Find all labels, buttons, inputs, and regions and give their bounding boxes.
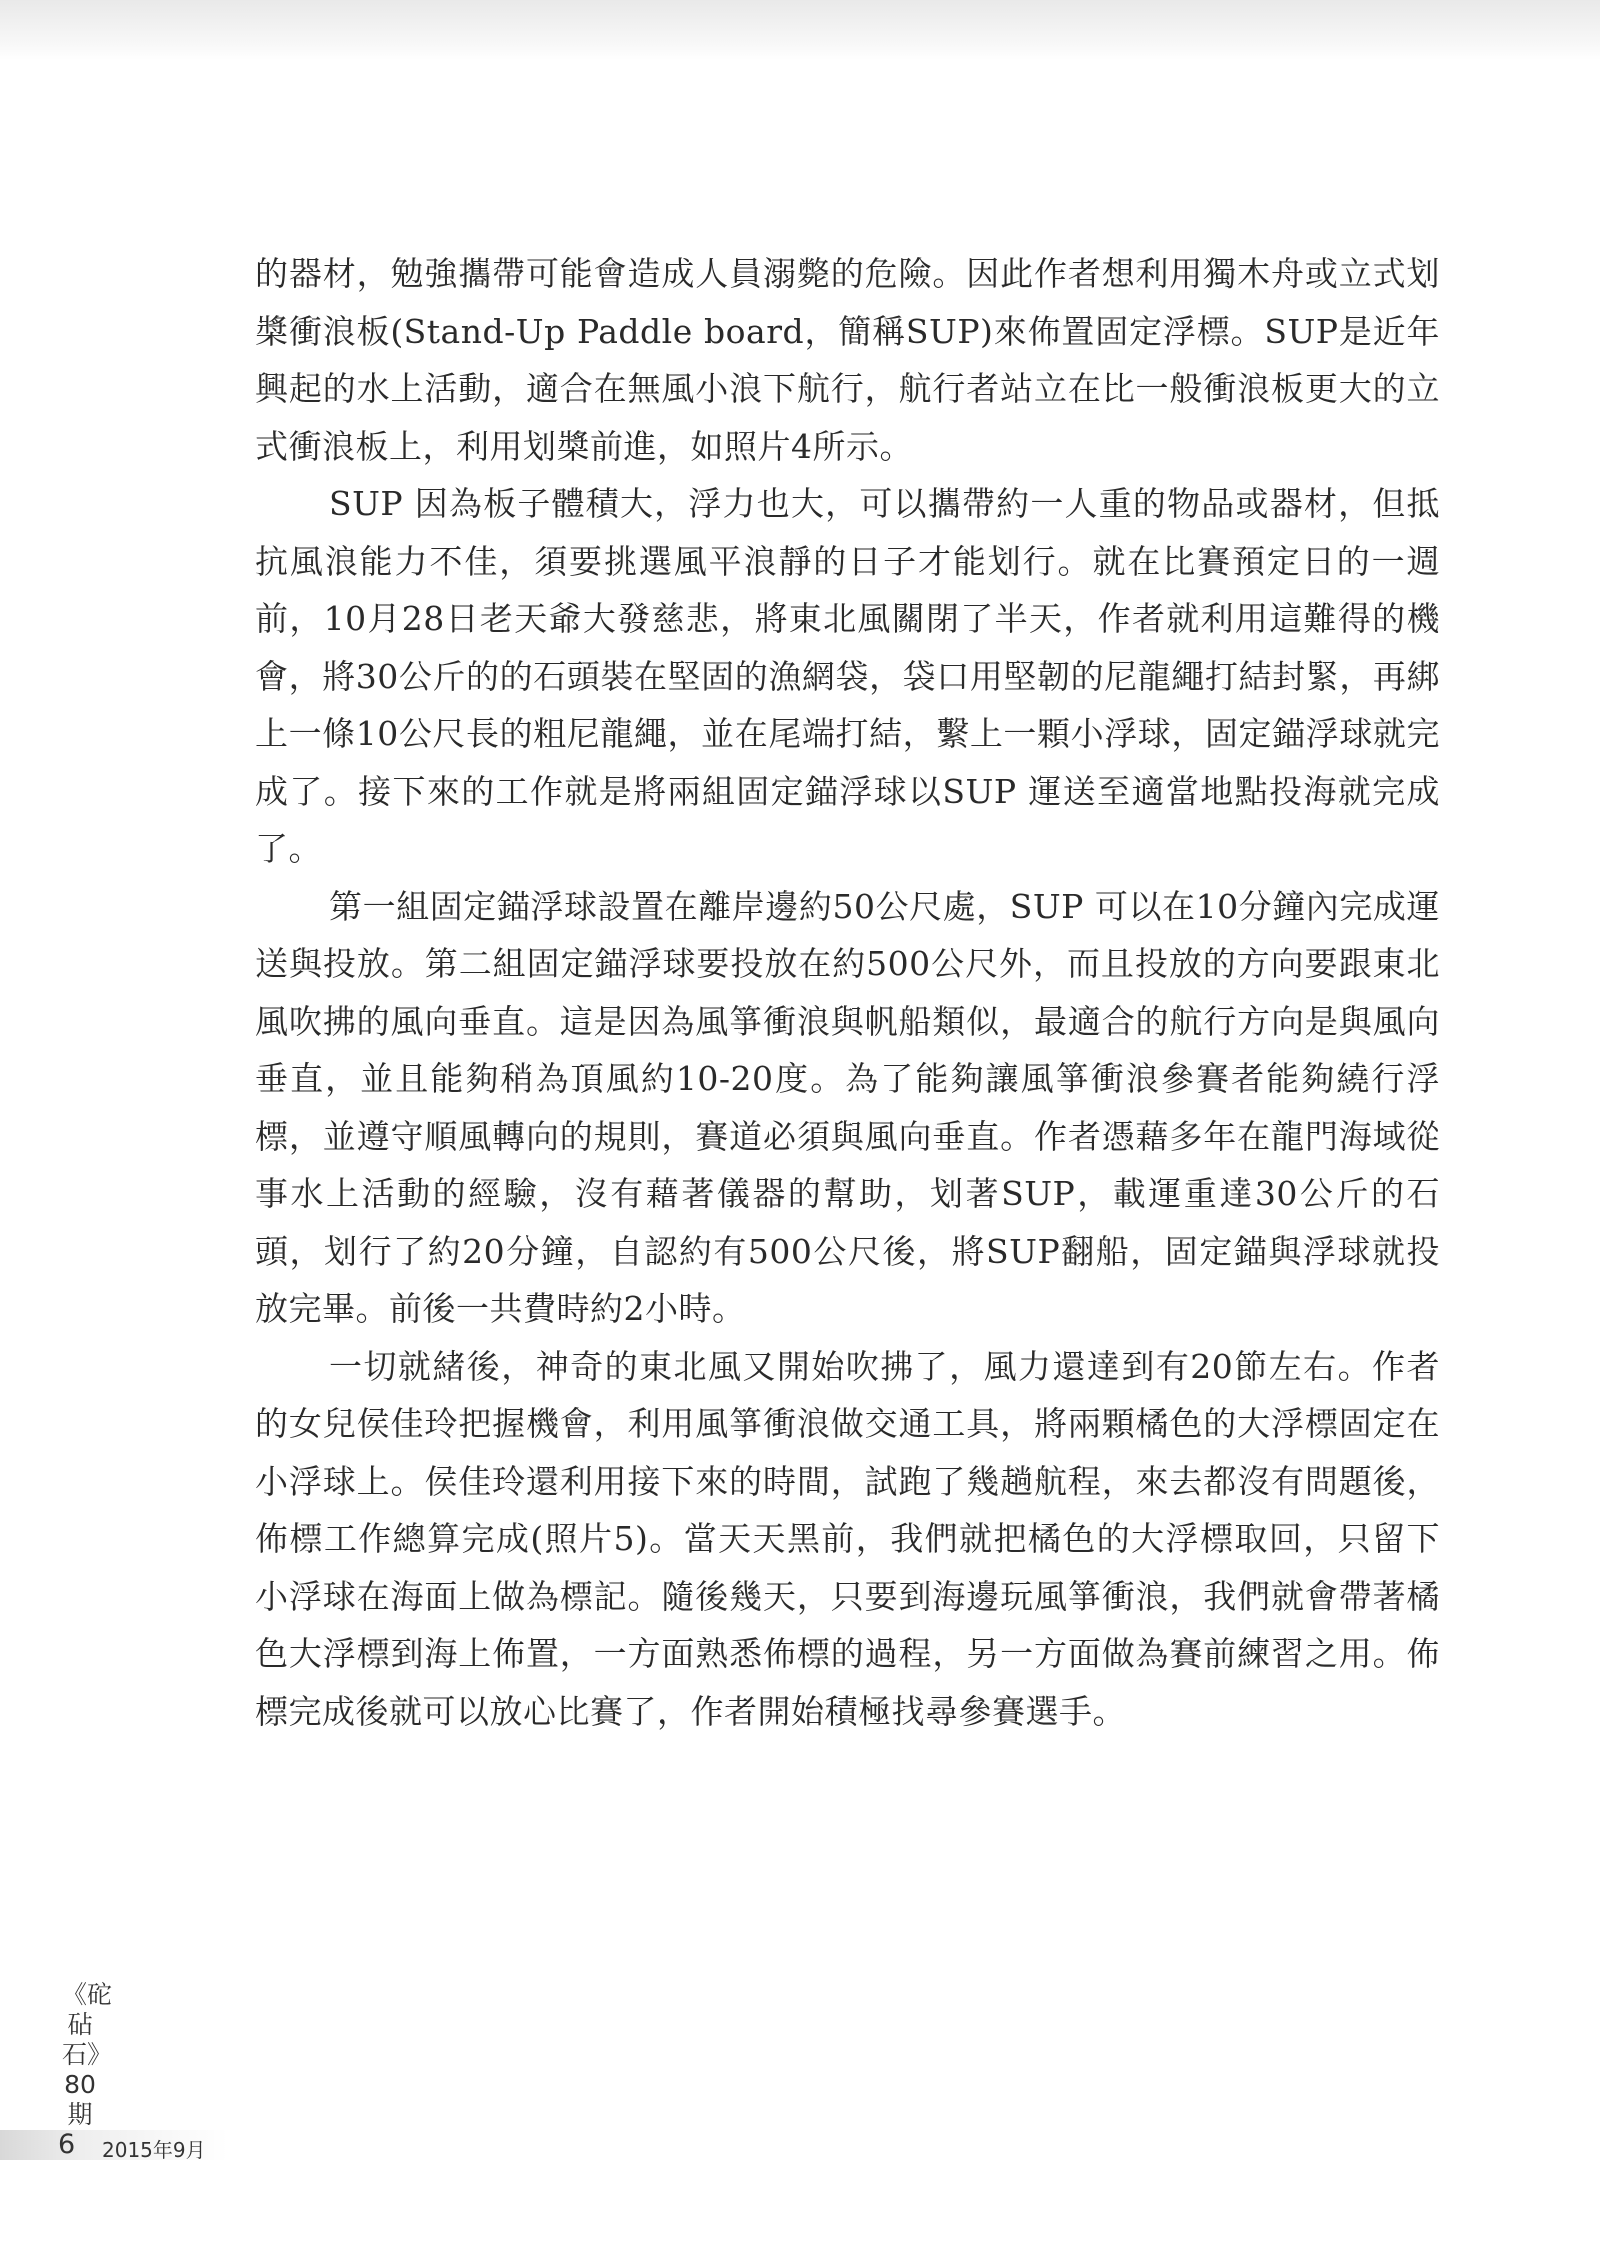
article-paragraph: 一切就緒後，神奇的東北風又開始吹拂了，風力還達到有20節左右。作者的女兒侯佳玲把握機會，利用風箏衝浪做交通工具，將兩顆橘色的大浮標固定在小浮球上。侯佳玲還利用接下來的時間，試跑了幾趟航程，來去都沒有問題後，佈標工作總算完成(照片5)。當天天黑前，我們就把橘色的大浮標取回，只留下小浮球在海面上做為標記。隨後幾天，只要到海邊玩風箏衝浪，我們就會帶著橘色大浮標到海上佈置，一方面熟悉佈標的過程，另一方面做為賽前練習之用。佈標完成後就可以放心比賽了，作者開始積極找尋參賽選手。 xyxy=(255,1346,1440,1731)
article-paragraph: 第一組固定錨浮球設置在離岸邊約50公尺處，SUP 可以在10分鐘內完成運送與投放。第二組固定錨浮球要投放在約500公尺外，而且投放的方向要跟東北風吹拂的風向垂直。這是因為風箏衝浪與帆船類似，最適合的航行方向是與風向垂直，並且能夠稍為頂風約10-20度。為了能夠讓風箏衝浪參賽者能夠繞行浮標，並遵守順風轉向的規則，賽道必須與風向垂直。作者憑藉多年在龍門海域從事水上活動的經驗，沒有藉著儀器的幫助，划著SUP，載運重達30公斤的石頭，划行了約20分鐘，自認約有500公尺後，將SUP翻船，固定錨與浮球就投放完畢。前後一共費時約2小時。 xyxy=(255,886,1440,1328)
article-paragraph: 的器材，勉強攜帶可能會造成人員溺斃的危險。因此作者想利用獨木舟或立式划槳衝浪板(Stand-Up Paddle board，簡稱SUP)來佈置固定浮標。SUP是近年興起的水上活動，適合在無風小浪下航行，航行者站立在比一般衝浪板更大的立式衝浪板上，利用划槳前進，如照片4所示。 xyxy=(255,254,1440,466)
article-body xyxy=(255,245,1440,1740)
issue-date: 2015年9月 xyxy=(102,2138,206,2162)
page-number: 6 xyxy=(58,2129,76,2160)
article-paragraph: SUP 因為板子體積大，浮力也大，可以攜帶約一人重的物品或器材，但抵抗風浪能力不佳，須要挑選風平浪靜的日子才能划行。就在比賽預定日的一週前，10月28日老天爺大發慈悲，將東北風關閉了半天，作者就利用這難得的機會，將30公斤的的石頭裝在堅固的漁網袋，袋口用堅韌的尼龍繩打結封緊，再綁上一條10公尺長的粗尼龍繩，並在尾端打結，繫上一顆小浮球，固定錨浮球就完成了。接下來的工作就是將兩組固定錨浮球以SUP 運送至適當地點投海就完成了。 xyxy=(255,484,1440,868)
scan-top-shade xyxy=(0,0,1600,60)
publication-name: 《砣砧石》80期 xyxy=(62,1980,113,2129)
